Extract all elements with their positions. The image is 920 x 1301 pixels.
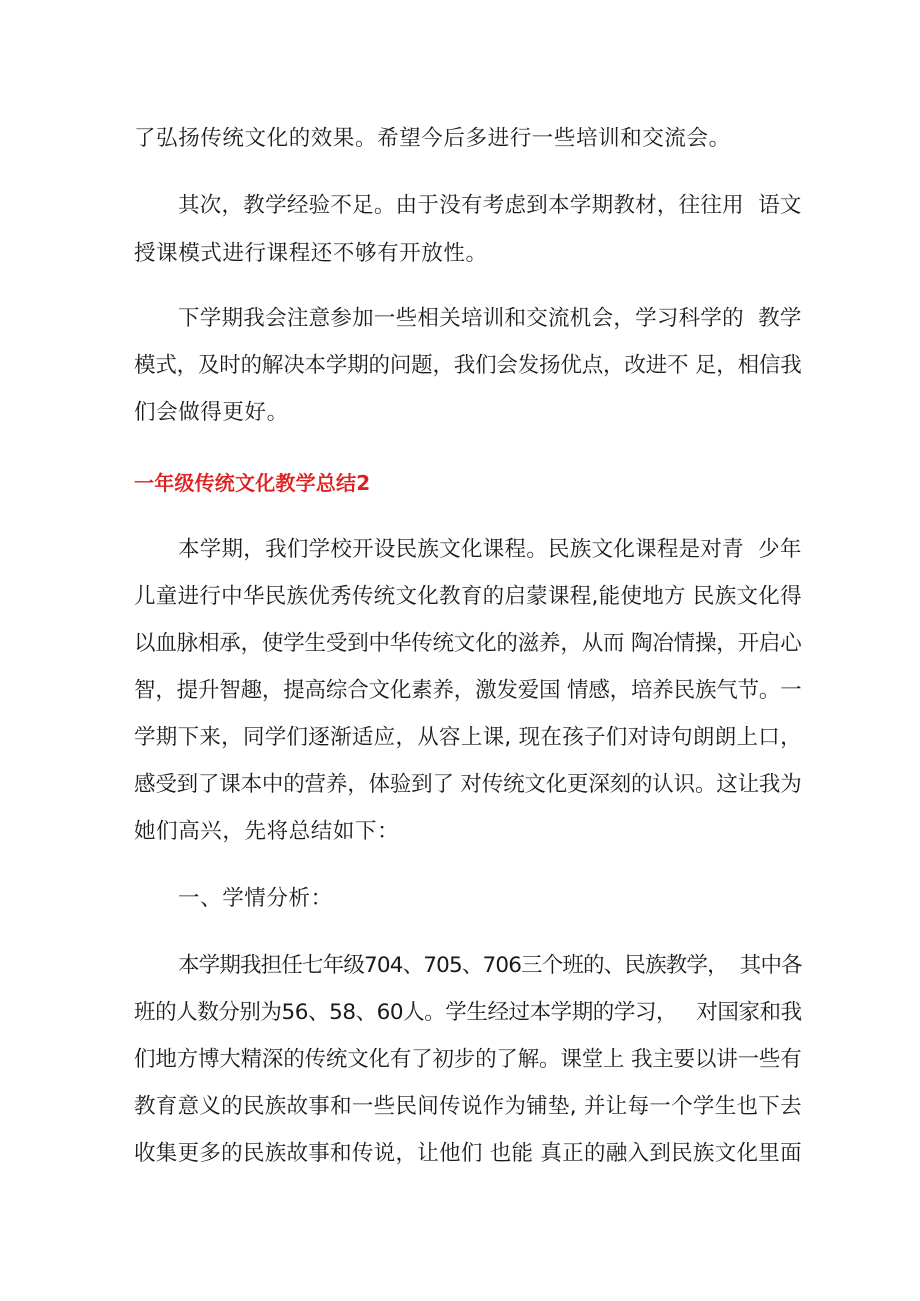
paragraph-line: 授课模式进行课程还不够有开放性。 (134, 241, 488, 266)
paragraph-line: 下学期我会注意参加一些相关培训和交流机会，学习科学的 教学 (178, 306, 802, 331)
paragraph-line: 智，提升智趣，提高综合文化素养，激发爱国 情感，培养民族气节。一 (134, 678, 802, 703)
paragraph-line: 学期下来，同学们逐渐适应，从容上课, 现在孩子们对诗句朗朗上口， (134, 725, 802, 750)
paragraph-line: 班的人数分别为56、58、60人。学生经过本学期的学习， 对国家和我 (134, 1000, 802, 1025)
paragraph-line: 感受到了课本中的营养，体验到了 对传统文化更深刻的认识。这让我为 (134, 772, 802, 797)
paragraph-line: 模式，及时的解决本学期的问题，我们会发扬优点，改进不 足，相信我 (134, 353, 802, 378)
paragraph-line: 了弘扬传统文化的效果。希望今后多进行一些培训和交流会。 (134, 126, 731, 151)
paragraph-line: 们会做得更好。 (134, 400, 289, 425)
paragraph-line: 儿童进行中华民族优秀传统文化教育的启蒙课程,能使地方 民族文化得 (134, 584, 802, 609)
paragraph-line: 本学期我担任七年级704、705、706三个班的、民族教学， 其中各 (178, 953, 802, 978)
paragraph-line: 其次，教学经验不足。由于没有考虑到本学期教材，往往用 语文 (178, 193, 802, 218)
section-heading: 一年级传统文化教学总结2 (134, 471, 371, 495)
paragraph-line: 们地方博大精深的传统文化有了初步的了解。课堂上 我主要以讲一些有 (134, 1047, 802, 1072)
paragraph-line: 以血脉相承，使学生受到中华传统文化的滋养，从而 陶冶情操，开启心 (134, 631, 802, 656)
paragraph-line: 她们高兴，先将总结如下： (134, 819, 400, 844)
paragraph-line: 收集更多的民族故事和传说，让他们 也能 真正的融入到民族文化里面 (134, 1141, 802, 1166)
paragraph-line: 本学期，我们学校开设民族文化课程。民族文化课程是对青 少年 (178, 537, 802, 562)
paragraph-line: 教育意义的民族故事和一些民间传说作为铺垫, 并让每一个学生也下去 (134, 1094, 802, 1119)
paragraph-line: 一、学情分析： (178, 886, 333, 911)
